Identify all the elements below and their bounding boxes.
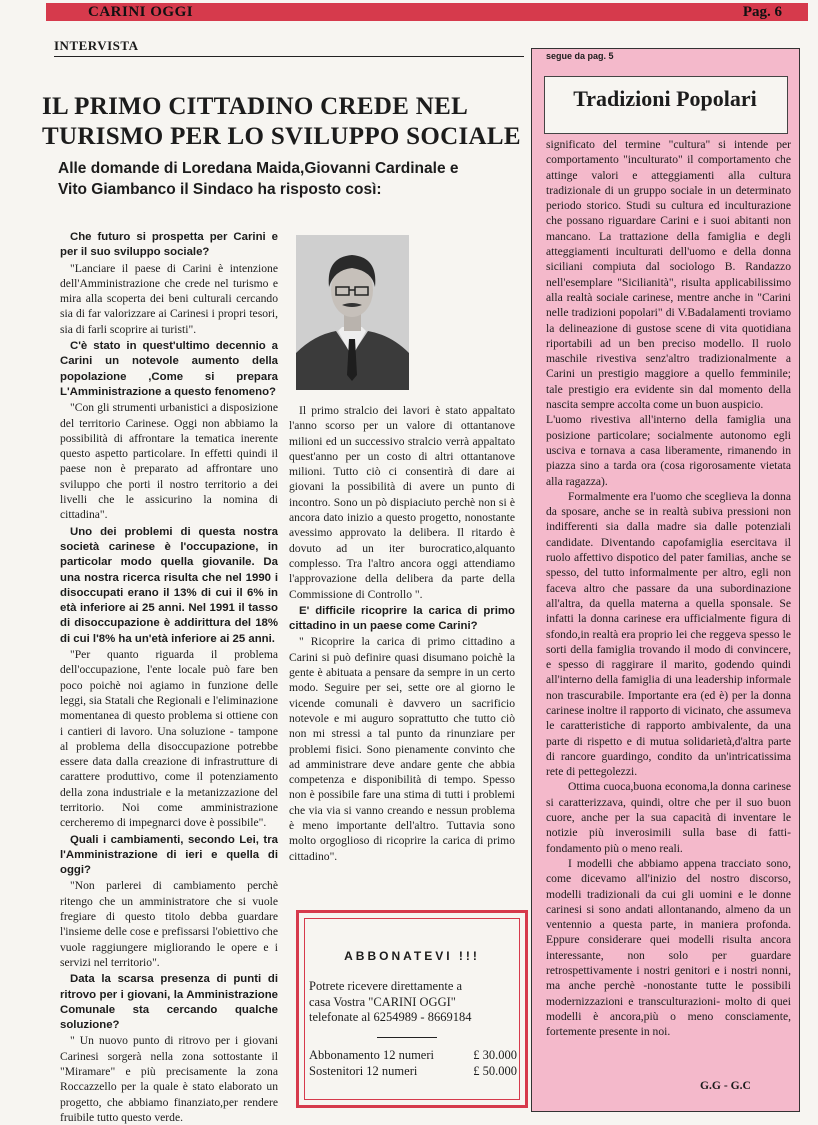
article-column-1: [60, 228, 278, 1125]
ad-title: ABBONATEVI !!!: [344, 949, 480, 963]
page-number: Pag. 6: [742, 4, 782, 20]
section-divider: [54, 56, 524, 57]
interview-answer: "Per quanto riguarda il problema dell'occupazione, l'ente locale può fare ben poco poichè noi agiamo in funzione delle leggi, sia Statali che Regionali e l'eliminazione momentanea di questo problema si ottiene con i cantieri di lavoro. Una soluzione - tampone al problema della disoccupazione potrebbe essere data dalla creazione di infrastrutture di carattere produttivo, come il potenziamento della zona industriale e la metanizzazione del territorio. Noi come amministrazione cercheremo di impegnarci dove è possibile".: [60, 648, 278, 830]
sidebar-paragraph: significato del termine "cultura" si intende per comportamento "inculturato" il comportamento che attinge valori e atteggiamenti alla cultura tradizionale di un gruppo sociale in un determinato periodo storico. Studi su cultura ed inculturazione che possano riguardare Carini e i suoi abitanti non mancano. La trattazione della famiglia e degli atteggiamenti inculturati dell'uomo e della donna siciliani compiuta dal sociologo B. Randazzo nell'esemplare "Sicilianità", risulta applicabilissimo alla realtà sociale carinese, mentre anche in "Carini nelle tradizioni popolari" di V.Badalamenti troviamo la delineazione di gustose scene di vita quotidiana riportabili ad un ben preciso modello. Il ruolo maschile rivestiva senz'altro tradizionalmente a Carini un prestigio maggiore a quello femminile; tale prestigio era evidente sin dal momento della nascita sempre accolta come un buon auspicio.: [546, 138, 791, 412]
interview-question: Che futuro si prospetta per Carini e per il suo sviluppo sociale?: [60, 231, 278, 259]
subscription-ad: [296, 910, 528, 1108]
continued-from: segue da pag. 5: [546, 51, 614, 61]
sidebar-paragraph: I modelli che abbiamo appena tracciato sono, come dicevamo all'inizio del nostro discorso, modelli tradizionali da cui gli uomini e le donne carinesi si sono andati allontanando, almeno da un ventennio a questa parte, in maniera profonda. Eppure considerare quei modelli risulta ancora interessante, non solo per guardare retrospettivamente i nostri genitori e i nostri nonni, ma anche perchè -nonostante tutte le possibili modernizzazioni e transculturazioni- molto di quei modelli è ancora,più o meno consciamente, fortemente presente in noi.: [546, 856, 791, 1039]
interview-answer: Il primo stralcio dei lavori è stato appaltato l'anno scorso per un valore di ottantanove milioni ed un successivo stralcio verrà appaltato quest'anno per un costo di altri ottantanove milioni. Tutto ciò ci consentirà di dare ai giovani la possibilità di avere un punto di incontro. Sono un pò dispiaciuto perchè non si è ancora dato inizio a questo progetto, nonostante avessimo approvato la delibera. Il ritardo è dovuto ad un iter burocratico,alquanto complesso. Tra l'altro ancora oggi attendiamo l'approvazione della delibera da parte della Commissione di Controllo ".: [289, 404, 515, 601]
price-row: [309, 1047, 517, 1063]
portrait-image: [296, 235, 409, 390]
mayor-photo: [296, 235, 409, 390]
section-label: INTERVISTA: [54, 38, 139, 53]
sidebar-text: [546, 137, 791, 1040]
price-value: £ 50.000: [473, 1064, 517, 1078]
interview-answer: "Con gli strumenti urbanistici a disposizione del territorio Carinese. Oggi non abbiamo la possibilità di affrontare la tematica inerente questo aspetto particolare. In effetti quindi il paese non è preparato ad affrontare uno sviluppo che porti il nostro territorio a dei livelli che le assicurino la nomina di cittadina".: [60, 401, 278, 522]
ad-line-2: casa Vostra "CARINI OGGI": [309, 994, 456, 1009]
headline-line-2: TURISMO PER LO SVILUPPO SOCIALE: [42, 123, 521, 150]
interview-question: C'è stato in quest'ultimo decennio a Carini un notevole aumento della popolazione ,Come si prepara L'Amministrazione a questo fenomeno?: [60, 340, 278, 398]
sidebar-paragraph: Formalmente era l'uomo che sceglieva la donna da sposare, anche se in realtà subiva pressioni non indifferenti sia dalla madre sia dalle potenziali candidate. Diventando capofamiglia esercitava il ruolo affettivo dispotico del pater familias, anche se spesso, del tutto informalmente per altro, egli non faceva altro che passare da una subordinazione all'altra, da quella materna a quella sponsale. Se infatti la donna carinese era ufficialmente figura di sfondo,in realtà era proprio lei che reggeva spesso le sorti della famiglia trovando il modo di convincere, e spesso di raggirare il marito, godendo quindi all'interno della famiglia di una leadership informale non trascurabile. Importante era (ed è) per la donna carinese inoltre il rapporto di vicinato, che assumeva le caratteristiche di rapporto ambivalente, da una parte di rispetto e di mutua solidarietà,d'altra parte di rancore guardingo, condito da un'intricatissima rete di pettegolezzi.: [546, 489, 791, 779]
price-row: [309, 1063, 517, 1079]
newspaper-name: CARINI OGGI: [88, 4, 194, 20]
sidebar-title: Tradizioni Popolari: [573, 86, 757, 111]
interview-answer: "Lanciare il paese di Carini è intenzione dell'Amministrazione che crede nel turismo e mira alla scoperta dei beni culturali cercando sia di far valorizzare ai Carinesi i propri tesori, sia di farli scoprire ai turisti".: [60, 261, 278, 336]
interview-answer: "Non parlerei di cambiamento perchè ritengo che un amministratore che si vuole fregiare di questo titolo debba guardare l'insieme delle cose e prefissarsi l'obiettivo che vuole raggiungere migliorando le opere e i servizi nel territorio".: [60, 879, 278, 969]
ad-body: [309, 979, 517, 1026]
sidebar-paragraph: L'uomo rivestiva all'interno della famiglia una posizione particolare; socialmente autonomo egli usciva e tornava a casa liberamente, rimanendo in piazza sino a tarda ora (cosa rigorosamente vietata alla ragazza).: [546, 413, 791, 488]
interview-question: E' difficile ricoprire la carica di primo cittadino in un paese come Carini?: [289, 604, 515, 633]
interview-answer: " Ricoprire la carica di primo cittadino a Carini si può definire quasi disumano poichè la gente è abituata a pensare da sempre in un certo modo. Seguire per sei, sette ore al giorno le vicende comunali è davvero un sacrificio notevole e mi auguro soprattutto che tutto ciò non mi stressi a tal punto da rinunziare per problemi fisici. Sono pienamente convinto che ad amministrare deve andare gente che abbia competenza e disponibilità di tempo. Spesso non è possibile fare una stima di tutti i problemi che via via si vanno creando e nessun problema è meno importante dell'altro. Tuttavia sono molto orgoglioso di ricoprire la carica di primo cittadino".: [289, 635, 515, 863]
article-column-2: [289, 403, 515, 864]
ad-divider: [377, 1037, 437, 1038]
price-value: £ 30.000: [473, 1048, 517, 1062]
masthead-bar: [46, 3, 808, 21]
ad-line-3: telefonate al 6254989 - 8669184: [309, 1010, 472, 1024]
interview-answer: " Un nuovo punto di ritrovo per i giovani Carinesi sorgerà nella zona sottostante il "Miramare" e più precisamente la zona Roccazzello per la quale è stato elaborato un progetto, che abbiamo finanziato,per rendere fruibile tutto questo verde.: [60, 1034, 278, 1124]
interview-question: Data la scarsa presenza di punti di ritrovo per i giovani, la Amministrazione Comunale sta cercando qualche soluzione?: [60, 973, 278, 1032]
subheadline: [58, 158, 528, 200]
ad-prices: [309, 1047, 517, 1079]
headline: [42, 92, 522, 152]
ad-line-1: Potrete ricevere direttamente a: [309, 979, 463, 993]
signature: G.G - G.C: [700, 1079, 751, 1092]
headline-line-1: IL PRIMO CITTADINO CREDE NEL: [42, 93, 469, 120]
subhead-line-2: Vito Giambanco il Sindaco ha risposto così:: [58, 181, 382, 198]
interview-question: Quali i cambiamenti, secondo Lei, tra l'Amministrazione di ieri e quella di oggi?: [60, 833, 278, 877]
price-label: Sostenitori 12 numeri: [309, 1064, 418, 1078]
price-label: Abbonamento 12 numeri: [309, 1048, 434, 1062]
interview-question: Uno dei problemi di questa nostra società carinese è l'occupazione, in particolar modo quella giovanile. Da una nostra ricerca risulta che nel 1990 i disoccupati erano il 13% di cui il 6% in età inferiore ai 25 anni. Nel 1991 il tasso di disoccupazione è addirittura del 18% di cui l'8% ha un'età inferiore ai 25 anni.: [60, 525, 278, 645]
subhead-line-1: Alle domande di Loredana Maida,Giovanni Cardinale e: [58, 160, 459, 177]
sidebar-paragraph: Ottima cuoca,buona economa,la donna carinese si caratterizzava, quindi, oltre che per il suo buon cuore, anche per la sua capacità di inventare le notizie più inverosimili sulla base di fatti-fondamento più o meno reali.: [546, 780, 791, 855]
